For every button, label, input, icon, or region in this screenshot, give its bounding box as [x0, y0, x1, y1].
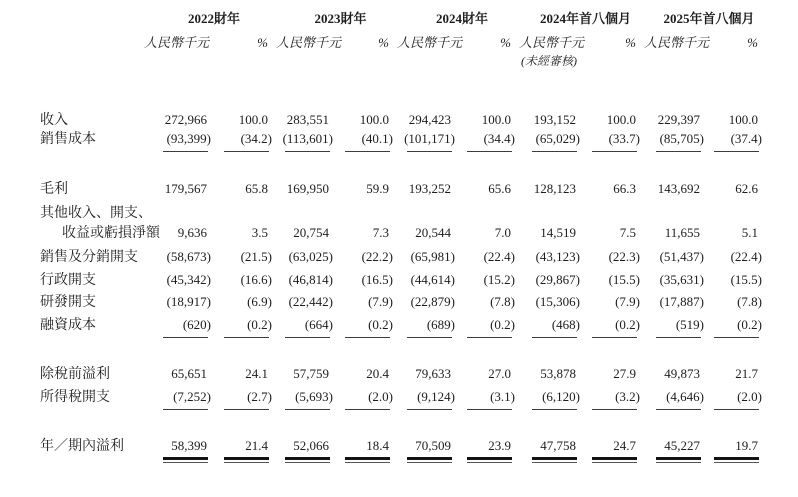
- amount-cell: (93,399): [166, 131, 211, 146]
- amount-cell: 283,551: [286, 112, 329, 127]
- amount-cell: (5,693): [295, 389, 333, 404]
- single-rule: [467, 151, 512, 152]
- double-rule: [592, 457, 637, 463]
- percent-cell: (15.2): [483, 272, 515, 287]
- table-row: [40, 387, 798, 406]
- rule-row: [40, 334, 798, 342]
- percent-cell: (6.9): [247, 294, 272, 309]
- table-row: [40, 129, 798, 148]
- percent-cell: (22.4): [483, 249, 515, 264]
- table-row: [40, 292, 798, 311]
- percent-cell: 65.8: [245, 181, 268, 196]
- table-row: [40, 110, 798, 129]
- amount-cell: 11,655: [664, 225, 700, 240]
- unaudited-note: (未經審核): [521, 54, 577, 68]
- row-label: 銷售成本: [40, 132, 96, 147]
- percent-cell: 21.4: [245, 438, 268, 453]
- percent-cell: (16.5): [361, 272, 393, 287]
- percent-cell: 59.9: [366, 181, 389, 196]
- amount-cell: 20,754: [293, 225, 329, 240]
- percent-cell: (22.4): [730, 249, 762, 264]
- percent-cell: 62.6: [735, 181, 758, 196]
- row-label: 除稅前溢利: [40, 367, 110, 382]
- single-rule: [285, 409, 330, 410]
- table-row: [40, 179, 798, 198]
- amount-cell: 272,966: [164, 112, 207, 127]
- amount-cell: (46,814): [288, 272, 333, 287]
- single-rule: [345, 151, 390, 152]
- amount-cell: 14,519: [540, 225, 576, 240]
- amount-cell: 179,567: [164, 181, 207, 196]
- single-rule: [656, 337, 701, 338]
- amount-cell: (620): [182, 317, 211, 332]
- percent-cell: (40.1): [361, 131, 393, 146]
- amount-cell: (65,981): [410, 249, 455, 264]
- single-rule: [467, 337, 512, 338]
- percent-cell: 100.0: [728, 112, 758, 127]
- table-row: [40, 436, 798, 455]
- single-rule: [163, 337, 208, 338]
- amount-cell: (58,673): [166, 249, 211, 264]
- amount-cell: 70,509: [415, 438, 451, 453]
- single-rule: [714, 409, 759, 410]
- single-rule: [224, 151, 269, 152]
- percent-cell: (3.2): [615, 389, 640, 404]
- percent-cell: (15.5): [608, 272, 640, 287]
- percent-cell: 100.0: [606, 112, 636, 127]
- amount-cell: 53,878: [540, 366, 576, 381]
- percent-cell: 3.5: [251, 225, 268, 240]
- percent-cell: (2.7): [247, 389, 272, 404]
- double-rule: [163, 457, 208, 463]
- row-label: 研發開支: [40, 295, 96, 310]
- amount-cell: (689): [426, 317, 455, 332]
- percent-cell: 27.0: [488, 366, 511, 381]
- percent-cell: 21.7: [735, 366, 758, 381]
- table-row: [40, 364, 798, 383]
- amount-cell: 57,759: [293, 366, 329, 381]
- percent-cell: 65.6: [488, 181, 511, 196]
- single-rule: [714, 337, 759, 338]
- percent-cell: (0.2): [368, 317, 393, 332]
- percent-label: %: [747, 35, 758, 50]
- percent-label: %: [625, 35, 636, 50]
- amount-cell: (22,442): [288, 294, 333, 309]
- currency-unit-label: 人民幣千元: [644, 35, 710, 50]
- amount-cell: 128,123: [533, 181, 576, 196]
- percent-cell: 18.4: [366, 438, 389, 453]
- percent-cell: (7.8): [737, 294, 762, 309]
- amount-cell: 229,397: [657, 112, 700, 127]
- amount-cell: (45,342): [166, 272, 211, 287]
- rule-row: [40, 406, 798, 414]
- table-row: [40, 204, 798, 223]
- amount-cell: (65,029): [535, 131, 580, 146]
- amount-cell: (6,120): [542, 389, 580, 404]
- double-rule: [467, 457, 512, 463]
- amount-cell: (85,705): [659, 131, 704, 146]
- amount-cell: 193,152: [533, 112, 576, 127]
- single-rule: [656, 409, 701, 410]
- column-header-fy2024: 2024財年: [435, 11, 488, 26]
- column-header-fy2022: 2022財年: [187, 11, 240, 26]
- percent-cell: (16.6): [240, 272, 272, 287]
- single-rule: [532, 409, 577, 410]
- percent-cell: 7.3: [372, 225, 389, 240]
- double-rule: [532, 457, 577, 463]
- percent-cell: (7.9): [615, 294, 640, 309]
- amount-cell: 65,651: [171, 366, 207, 381]
- amount-cell: 47,758: [540, 438, 576, 453]
- amount-cell: 79,633: [415, 366, 451, 381]
- currency-unit-label: 人民幣千元: [519, 35, 585, 50]
- amount-cell: (22,879): [410, 294, 455, 309]
- double-rule: [345, 457, 390, 463]
- percent-label: %: [257, 35, 268, 50]
- percent-cell: (0.2): [615, 317, 640, 332]
- row-label: 所得稅開支: [40, 390, 110, 405]
- table-body: [40, 110, 798, 463]
- single-rule: [345, 337, 390, 338]
- table-row: [40, 270, 798, 289]
- percent-cell: (15.5): [730, 272, 762, 287]
- single-rule: [592, 151, 637, 152]
- percent-cell: 20.4: [366, 366, 389, 381]
- rule-row: [40, 455, 798, 463]
- percent-cell: 5.1: [741, 225, 758, 240]
- amount-cell: (17,887): [659, 294, 704, 309]
- single-rule: [592, 337, 637, 338]
- amount-cell: 49,873: [664, 366, 700, 381]
- percent-cell: (22.3): [608, 249, 640, 264]
- single-rule: [467, 409, 512, 410]
- currency-unit-label: 人民幣千元: [144, 35, 210, 50]
- double-rule: [714, 457, 759, 463]
- single-rule: [592, 409, 637, 410]
- percent-cell: 100.0: [481, 112, 511, 127]
- amount-cell: (18,917): [166, 294, 211, 309]
- amount-cell: (4,646): [666, 389, 704, 404]
- percent-cell: 24.1: [245, 366, 268, 381]
- single-rule: [224, 337, 269, 338]
- double-rule: [224, 457, 269, 463]
- double-rule: [285, 457, 330, 463]
- percent-label: %: [500, 35, 511, 50]
- table-header-years: [40, 8, 798, 28]
- currency-unit-label: 人民幣千元: [276, 35, 342, 50]
- single-rule: [407, 337, 452, 338]
- row-label: 收益或虧損淨額: [62, 226, 160, 241]
- amount-cell: (664): [304, 317, 333, 332]
- percent-cell: (0.2): [737, 317, 762, 332]
- single-rule: [345, 409, 390, 410]
- percent-cell: (0.2): [490, 317, 515, 332]
- single-rule: [714, 151, 759, 152]
- percent-cell: 19.7: [735, 438, 758, 453]
- amount-cell: 45,227: [664, 438, 700, 453]
- percent-cell: (34.2): [240, 131, 272, 146]
- amount-cell: (44,614): [410, 272, 455, 287]
- amount-cell: (101,171): [404, 131, 455, 146]
- amount-cell: (113,601): [282, 131, 333, 146]
- percent-cell: 7.5: [619, 225, 636, 240]
- amount-cell: 169,950: [286, 181, 329, 196]
- single-rule: [163, 409, 208, 410]
- row-label: 其他收入、開支、: [40, 206, 152, 221]
- single-rule: [224, 409, 269, 410]
- amount-cell: (29,867): [535, 272, 580, 287]
- amount-cell: 52,066: [293, 438, 329, 453]
- percent-cell: (7.9): [368, 294, 393, 309]
- row-label: 年／期內溢利: [40, 439, 124, 454]
- table-header-note: [40, 52, 798, 68]
- percent-cell: 100.0: [238, 112, 268, 127]
- table-row: [40, 247, 798, 266]
- amount-cell: (51,437): [659, 249, 704, 264]
- percent-cell: 23.9: [488, 438, 511, 453]
- amount-cell: (468): [551, 317, 580, 332]
- amount-cell: 294,423: [408, 112, 451, 127]
- percent-cell: (3.1): [490, 389, 515, 404]
- amount-cell: 58,399: [171, 438, 207, 453]
- amount-cell: 20,544: [415, 225, 451, 240]
- percent-cell: 24.7: [613, 438, 636, 453]
- single-rule: [532, 337, 577, 338]
- amount-cell: 193,252: [408, 181, 451, 196]
- percent-cell: (34.4): [483, 131, 515, 146]
- single-rule: [407, 151, 452, 152]
- row-label: 收入: [40, 113, 68, 128]
- amount-cell: (63,025): [288, 249, 333, 264]
- single-rule: [285, 151, 330, 152]
- row-label: 毛利: [40, 182, 68, 197]
- table-header-units: [40, 32, 798, 52]
- double-rule: [656, 457, 701, 463]
- currency-unit-label: 人民幣千元: [397, 35, 463, 50]
- percent-cell: (7.8): [490, 294, 515, 309]
- percent-cell: 7.0: [494, 225, 511, 240]
- percent-cell: (2.0): [737, 389, 762, 404]
- single-rule: [656, 151, 701, 152]
- single-rule: [407, 409, 452, 410]
- percent-cell: (22.2): [361, 249, 393, 264]
- percent-cell: (0.2): [247, 317, 272, 332]
- amount-cell: 143,692: [657, 181, 700, 196]
- percent-cell: 100.0: [359, 112, 389, 127]
- percent-cell: (21.5): [240, 249, 272, 264]
- column-header-8m2025: 2025年首八個月: [663, 11, 755, 26]
- row-label: 融資成本: [40, 318, 96, 333]
- column-header-8m2024: 2024年首八個月: [539, 11, 631, 26]
- table-row: [40, 315, 798, 334]
- percent-cell: 66.3: [613, 181, 636, 196]
- amount-cell: (35,631): [659, 272, 704, 287]
- amount-cell: (7,252): [173, 389, 211, 404]
- percent-label: %: [378, 35, 389, 50]
- double-rule: [407, 457, 452, 463]
- row-label: 銷售及分銷開支: [40, 250, 138, 265]
- amount-cell: 9,636: [177, 225, 207, 240]
- single-rule: [532, 151, 577, 152]
- rule-row: [40, 148, 798, 156]
- amount-cell: (15,306): [535, 294, 580, 309]
- amount-cell: (519): [675, 317, 704, 332]
- column-header-fy2023: 2023財年: [314, 11, 367, 26]
- percent-cell: (33.7): [608, 131, 640, 146]
- percent-cell: (37.4): [730, 131, 762, 146]
- percent-cell: 27.9: [613, 366, 636, 381]
- row-label: 行政開支: [40, 273, 96, 288]
- table-row: [40, 223, 798, 242]
- amount-cell: (9,124): [417, 389, 455, 404]
- percent-cell: (2.0): [368, 389, 393, 404]
- amount-cell: (43,123): [535, 249, 580, 264]
- single-rule: [163, 151, 208, 152]
- single-rule: [285, 337, 330, 338]
